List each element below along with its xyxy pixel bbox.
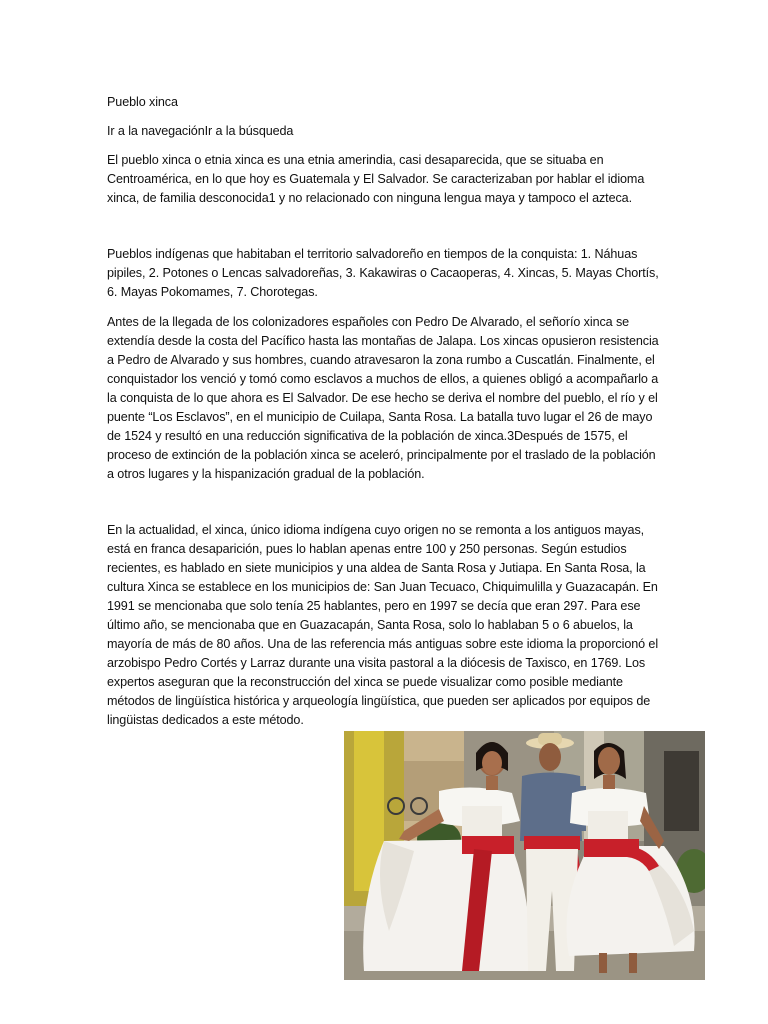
paragraph-current-status: En la actualidad, el xinca, único idioma indígena cuyo origen no se remonta a los antiguos mayas, está en franca desaparición, pues lo hablan apenas entre 100 y 250 personas. Según estudios recientes, es hablado en siete municipios y una aldea de Santa Rosa y Jutiapa. En Santa Rosa, la cultura Xinca se establece en los municipios de: San Juan Tecuaco, Chiquimulilla y Guazacapán. En 1991 se mencionaba que solo tenía 25 hablantes, pero en 1997 se decía que eran 297. Para ese último año, se mencionaba que en Guazacapán, Santa Rosa, solo lo hablaban 5 o 6 abuelos, la mayoría de más de 80 años. Una de las referencia más antiguas sobre este idioma la proporcionó el arzobispo Pedro Cortés y Larraz durante una visita pastoral a la diócesis de Taxisco, en 1769. Los expertos aseguran que la reconstrucción del xinca se puede visualizar como posible mediante métodos de lingüística histórica y arqueología lingüística, que pueden ser aplicados por equipos de lingüistas dedicados a este método. bbox=[107, 523, 659, 727]
paragraph-intro: El pueblo xinca o etnia xinca es una etnia amerindia, casi desaparecida, que se situaba en Centroamérica, en lo que hoy es Guatemala y El Salvador. Se caracterizaban por hablar el idioma xinca, de familia desconocida1 y no relacionado con ninguna lengua maya y tampoco el azteca. bbox=[107, 153, 645, 205]
xinca-dancers-photo bbox=[344, 731, 705, 980]
document-title: Pueblo xinca bbox=[107, 95, 178, 109]
paragraph-indigenous-peoples: Pueblos indígenas que habitaban el territorio salvadoreño en tiempos de la conquista: 1. Náhuas pipiles, 2. Potones o Lencas salvadoreñas, 3. Kakawiras o Cacaoperas, 4. Xincas, 5. Mayas Chortís, 6. Mayas Pokomames, 7. Chorotegas. bbox=[107, 247, 659, 299]
paragraph-history: Antes de la llegada de los colonizadores españoles con Pedro De Alvarado, el señorío xinca se extendía desde la costa del Pacífico hasta las montañas de Jalapa. Los xincas opusieron resistencia a Pedro de Alvarado y sus hombres, cuando atravesaron la zona rumbo a Cuscatlán. Finalmente, el conquistador los venció y tomó como esclavos a muchos de ellos, a quienes obligó a acompañarlo a la conquista de lo que ahora es El Salvador. De ese hecho se deriva el nombre del pueblo, el río y el puente “Los Esclavos”, en el municipio de Cuilapa, Santa Rosa. La batalla tuvo lugar el 26 de mayo de 1524 y resultó en una reducción significativa de la población de xinca.3Después de 1575, el proceso de extinción de la población xinca se aceleró, principalmente por el traslado de la población a otros lugares y la hispanización gradual de la población. bbox=[107, 315, 659, 481]
navigation-links[interactable]: Ir a la navegaciónIr a la búsqueda bbox=[107, 124, 294, 138]
